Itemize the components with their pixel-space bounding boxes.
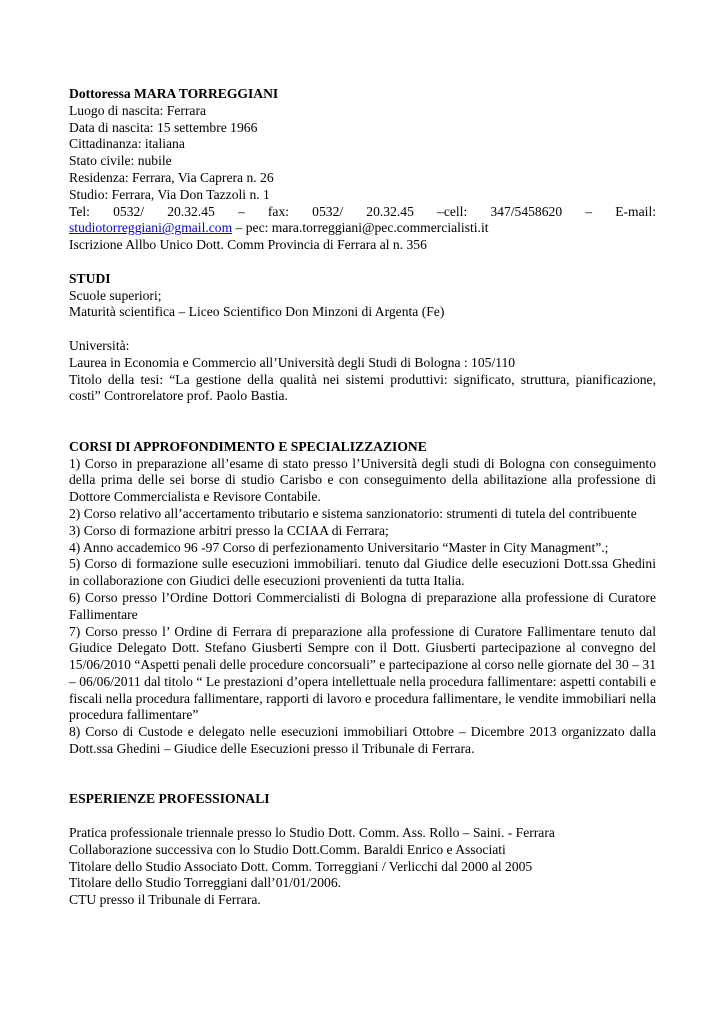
birthplace: Luogo di nascita: Ferrara (69, 102, 207, 118)
spacer (69, 321, 656, 338)
experience-item: Pratica professionale triennale presso lo Studio Dott. Comm. Ass. Rollo – Saini. - Ferrara (69, 825, 555, 841)
experience-item: CTU presso il Tribunale di Ferrara. (69, 892, 261, 908)
email-pec-line (69, 220, 656, 237)
contacts-line: Tel: 0532/ 20.32.45 – fax: 0532/ 20.32.45 –cell: 347/5458620 – E-mail: (69, 203, 656, 219)
birthdate: Data di nascita: 15 settembre 1966 (69, 119, 258, 135)
office-address: Studio: Ferrara, Via Don Tazzoli n. 1 (69, 186, 270, 202)
courses-section (69, 439, 656, 758)
personal-info-section (69, 86, 656, 254)
spacer (69, 405, 656, 439)
course-item: 1) Corso in preparazione all’esame di stato presso l’Università degli studi di Bologna con conseguimento della prima delle sei borse di studio Carisbo e con conseguimento della abilitazione alla professione di Dottore Commercialista e Revisore Contabile. (69, 455, 656, 505)
experience-item: Titolare dello Studio Torreggiani dall’01/01/2006. (69, 875, 342, 891)
high-school: Maturità scientifica – Liceo Scientifico Don Minzoni di Argenta (Fe) (69, 304, 445, 320)
course-item: 4) Anno accademico 96 -97 Corso di perfezionamento Universitario “Master in City Managment”.; (69, 539, 609, 555)
studies-heading: STUDI (69, 270, 111, 286)
degree: Laurea in Economia e Commercio all’Università degli Studi di Bologna : 105/110 (69, 354, 516, 370)
high-school-label: Scuole superiori; (69, 287, 162, 303)
citizenship: Cittadinanza: italiana (69, 136, 185, 152)
university-label: Università: (69, 337, 130, 353)
course-item: 5) Corso di formazione sulle esecuzioni immobiliari. tenuto dal Giudice delle esecuzioni Dott.ssa Ghedini in collaborazione con Giudici delle esecuzioni provenienti da tutta Italia. (69, 556, 656, 589)
course-item: 7) Corso presso l’ Ordine di Ferrara di preparazione alla professione di Curatore Fallimentare tenuto dal Giudice Delegato Dott. Stefano Giusberti Sempre con il Dott. Giusberti partecipazione al convegno del 15/06/2010 “Aspetti penali delle procedure concorsuali” e partecipazione al corso nelle giornate del 30 – 31 – 06/06/2011 dal titolo “ Le prestazioni d’opera intellettuale nella procedura fallimentare: aspetti contabili e fiscali nella procedura fallimentare, rapporti di lavoro e procedura fallimentare, le vendite immobiliari nella procedura fallimentare” (69, 623, 656, 723)
experience-heading: ESPERIENZE PROFESSIONALI (69, 791, 270, 807)
candidate-name: Dottoressa MARA TORREGGIANI (69, 86, 279, 101)
course-item: 3) Corso di formazione arbitri presso la CCIAA di Ferrara; (69, 522, 389, 538)
thesis: Titolo della tesi: “La gestione della qualità nei sistemi produttivi: significato, struttura, pianificazione, costi” Controrelatore prof. Paolo Bastia. (69, 371, 656, 404)
course-item: 2) Corso relativo all’accertamento tributario e sistema sanzionatorio: strumenti di tutela del contribuente (69, 505, 637, 521)
course-item: 8) Corso di Custode e delegato nelle esecuzioni immobiliari Ottobre – Dicembre 2013 organizzato dalla Dott.ssa Ghedini – Giudice delle Esecuzioni presso il Tribunale di Ferrara. (69, 724, 656, 757)
civil-status: Stato civile: nubile (69, 153, 172, 169)
registration: Iscrizione Allbo Unico Dott. Comm Provincia di Ferrara al n. 356 (69, 237, 427, 253)
courses-heading: CORSI DI APPROFONDIMENTO E SPECIALIZZAZIONE (69, 438, 427, 454)
email-link[interactable]: studiotorreggiani@gmail.com (69, 220, 233, 236)
spacer (69, 808, 656, 825)
experience-item: Collaborazione successiva con lo Studio Dott.Comm. Baraldi Enrico e Associati (69, 841, 506, 857)
spacer (69, 254, 656, 271)
course-item: 6) Corso presso l’Ordine Dottori Commercialisti di Bologna di preparazione alla professione di Curatore Fallimentare (69, 589, 656, 622)
residence: Residenza: Ferrara, Via Caprera n. 26 (69, 169, 274, 185)
studies-section (69, 271, 656, 405)
pec-address: – pec: mara.torreggiani@pec.commercialisti.it (232, 220, 489, 236)
experience-section (69, 791, 656, 909)
experience-item: Titolare dello Studio Associato Dott. Comm. Torreggiani / Verlicchi dal 2000 al 2005 (69, 858, 533, 874)
spacer (69, 758, 656, 792)
cv-document (69, 86, 656, 909)
